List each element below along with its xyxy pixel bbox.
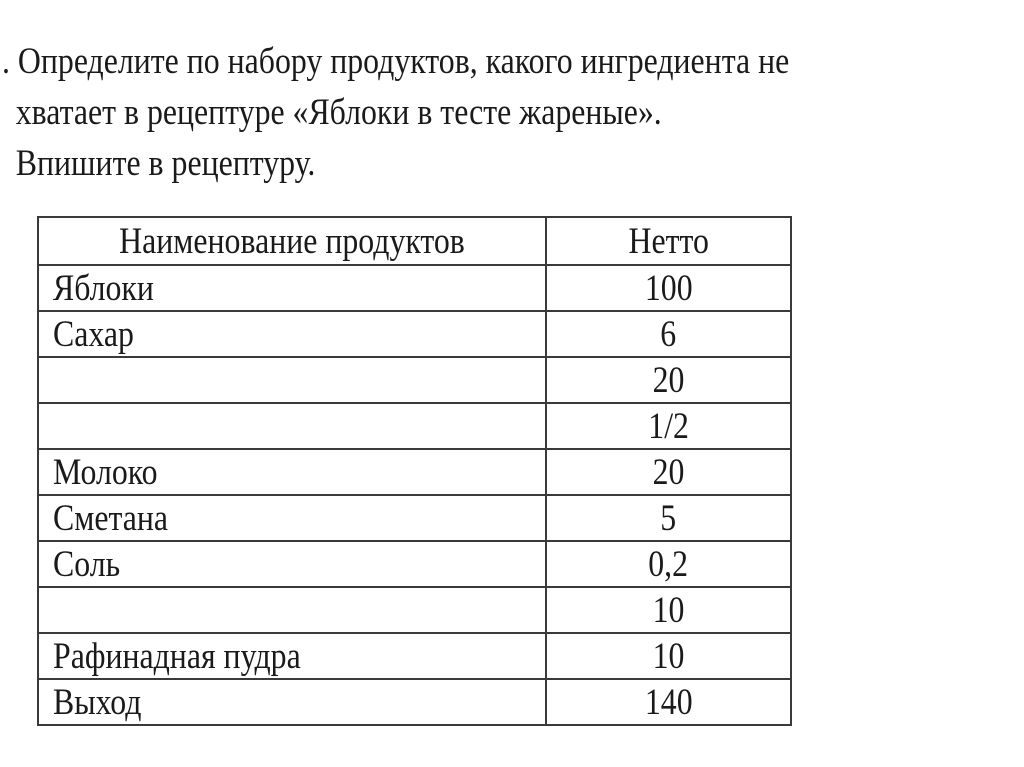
table-row bbox=[38, 633, 791, 679]
product-name-cell-blank bbox=[38, 587, 546, 633]
product-name: Сахар bbox=[53, 313, 134, 355]
question-text bbox=[2, 36, 845, 189]
net-weight-cell bbox=[546, 449, 791, 495]
product-name-cell bbox=[38, 679, 546, 725]
product-name-cell-blank bbox=[38, 403, 546, 449]
column-header-product bbox=[38, 217, 546, 265]
net-weight: 5 bbox=[660, 497, 677, 539]
product-name-cell bbox=[38, 633, 546, 679]
net-weight: 0,2 bbox=[648, 543, 689, 585]
net-weight-cell bbox=[546, 495, 791, 541]
question-line: . Определите по набору продуктов, какого ингредиента не bbox=[2, 41, 790, 82]
table-row bbox=[38, 449, 791, 495]
net-weight-cell bbox=[546, 587, 791, 633]
net-weight-cell bbox=[546, 633, 791, 679]
net-weight-cell bbox=[546, 265, 791, 311]
net-weight: 20 bbox=[652, 451, 685, 493]
question-line: хватает в рецептуре «Яблоки в тесте жареные». bbox=[15, 92, 662, 133]
product-name-cell-blank bbox=[38, 357, 546, 403]
net-weight-cell bbox=[546, 403, 791, 449]
table-row bbox=[38, 357, 791, 403]
table-row-total bbox=[38, 679, 791, 725]
column-header-label: Наименование продуктов bbox=[119, 220, 465, 262]
net-weight: 1/2 bbox=[648, 405, 689, 447]
table-row bbox=[38, 311, 791, 357]
net-weight: 6 bbox=[660, 313, 677, 355]
table-row bbox=[38, 265, 791, 311]
net-weight: 140 bbox=[644, 681, 693, 723]
net-weight-cell bbox=[546, 311, 791, 357]
product-name-cell bbox=[38, 541, 546, 587]
net-weight: 100 bbox=[644, 267, 693, 309]
product-name-cell bbox=[38, 495, 546, 541]
net-weight: 10 bbox=[652, 589, 685, 631]
recipe-table bbox=[37, 216, 792, 726]
net-weight-cell bbox=[546, 357, 791, 403]
product-name-cell bbox=[38, 449, 546, 495]
net-weight-cell bbox=[546, 679, 791, 725]
table-row bbox=[38, 403, 791, 449]
column-header-net bbox=[546, 217, 791, 265]
product-name-cell bbox=[38, 311, 546, 357]
table-row bbox=[38, 495, 791, 541]
product-name: Выход bbox=[53, 681, 142, 723]
net-weight: 10 bbox=[652, 635, 685, 677]
net-weight-cell bbox=[546, 541, 791, 587]
product-name-cell bbox=[38, 265, 546, 311]
product-name: Рафинадная пудра bbox=[53, 635, 301, 677]
product-name: Сметана bbox=[53, 497, 169, 539]
product-name: Яблоки bbox=[53, 267, 154, 309]
net-weight: 20 bbox=[652, 359, 685, 401]
table-row bbox=[38, 541, 791, 587]
table-row bbox=[38, 587, 791, 633]
column-header-label: Нетто bbox=[628, 220, 709, 262]
question-line: Впишите в рецептуру. bbox=[15, 143, 316, 184]
product-name: Молоко bbox=[53, 451, 158, 493]
table-header-row bbox=[38, 217, 791, 265]
product-name: Соль bbox=[53, 543, 121, 585]
